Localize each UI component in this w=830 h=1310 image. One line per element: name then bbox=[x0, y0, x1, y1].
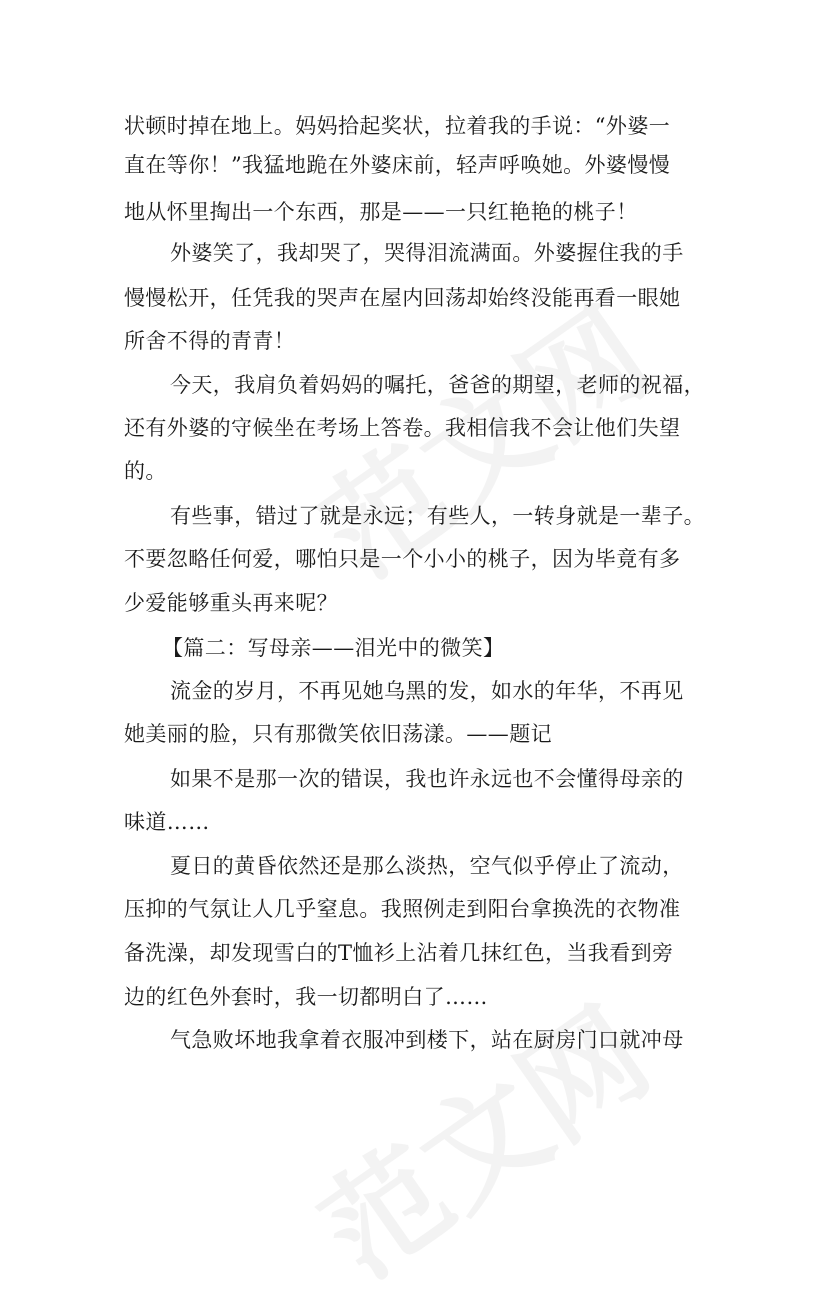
text-line: 状顿时掉在地上。妈妈拾起奖状，拉着我的手说：“外婆一 bbox=[124, 114, 671, 138]
text-line: 流金的岁月，不再见她乌黑的发，如水的年华，不再见 bbox=[170, 679, 684, 703]
text-line: 压抑的气氛让人几乎窒息。我照例走到阳台拿换洗的衣物准 bbox=[124, 897, 681, 921]
text-line: 边的红色外套时，我一切都明白了…… bbox=[124, 985, 488, 1009]
text-line: 不要忽略任何爱，哪怕只是一个小小的桃子，因为毕竟有多 bbox=[124, 547, 681, 571]
text-line: 今天，我肩负着妈妈的嘱托，爸爸的期望，老师的祝福， bbox=[170, 373, 705, 397]
text-line: 外婆笑了，我却哭了，哭得泪流满面。外婆握住我的手 bbox=[170, 241, 684, 265]
section-heading: 【篇二：写母亲——泪光中的微笑】 bbox=[162, 636, 505, 660]
text-line: 有些事，错过了就是永远；有些人，一转身就是一辈子。 bbox=[170, 504, 705, 528]
text-line: 她美丽的脸，只有那微笑依旧荡漾。——题记 bbox=[124, 722, 552, 746]
watermark-bottom bbox=[283, 962, 677, 1309]
text-line: 备洗澡，却发现雪白的T恤衫上沾着几抹红色，当我看到旁 bbox=[124, 941, 674, 965]
text-line: 夏日的黄昏依然还是那么淡热，空气似乎停止了流动， bbox=[170, 854, 684, 878]
text-line: 如果不是那一次的错误，我也许永远也不会懂得母亲的 bbox=[170, 767, 684, 791]
text-line: 直在等你！”我猛地跪在外婆床前，轻声呼唤她。外婆慢慢 bbox=[124, 153, 671, 177]
text-line: 少爱能够重头再来呢？ bbox=[124, 591, 338, 615]
text-line: 气急败坏地我拿着衣服冲到楼下，站在厨房门口就冲母 bbox=[170, 1028, 684, 1052]
text-line: 味道…… bbox=[124, 810, 210, 834]
text-line: 还有外婆的守候坐在考场上答卷。我相信我不会让他们失望 bbox=[124, 416, 681, 440]
text-line: 慢慢松开，任凭我的哭声在屋内回荡却始终没能再看一眼她 bbox=[124, 286, 681, 310]
text-line: 地从怀里掏出一个东西，那是——一只红艳艳的桃子！ bbox=[124, 200, 638, 224]
text-line: 所舍不得的青青！ bbox=[124, 329, 296, 353]
text-line: 的。 bbox=[124, 459, 167, 483]
